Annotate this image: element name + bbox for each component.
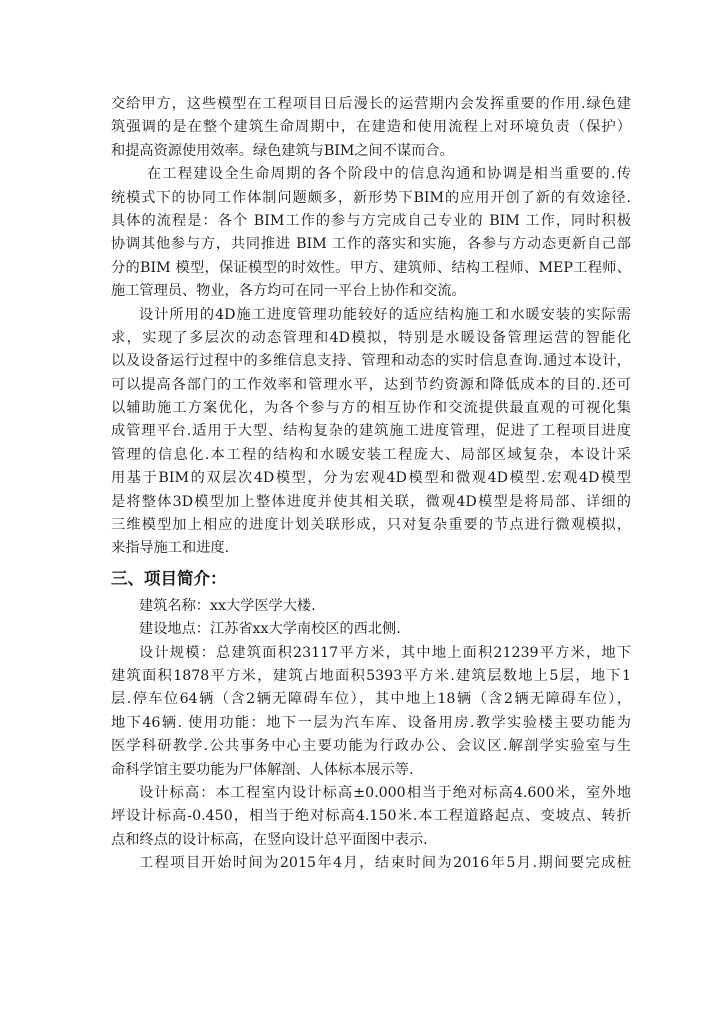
text-line: 交给甲方，这些模型在工程项目日后漫长的运营期内会发挥重要的作用.绿色建 (111, 96, 631, 112)
text-line: 施工管理员、物业，各方均可在同一平台上协作和交流。 (111, 283, 466, 300)
paragraph-schedule (111, 852, 631, 875)
text-line: 成管理平台.适用于大型、结构复杂的建筑施工进度管理，促进了工程项目进度 (111, 423, 631, 440)
text-line: 三维模型加上相应的进度计划关联形成，只对复杂重要的节点进行微观模拟， (111, 517, 631, 534)
text-line: 层.停车位64辆（含2辆无障碍车位），其中地上18辆（含2辆无障碍车位）， (111, 691, 631, 708)
paragraph-building-name (111, 595, 631, 618)
section-heading: 三、项目简介： (111, 568, 227, 588)
text-line: 在工程建设全生命周期的各个阶段中的信息沟通和协调是相当重要的.传 (147, 166, 631, 183)
paragraph-building-location (111, 618, 631, 641)
text-line: 坪设计标高-0.450，相当于绝对标高4.150米.本工程道路起点、变坡点、转折 (111, 808, 631, 825)
paragraph-design-elevation (111, 782, 631, 852)
text-line: 建筑面积1878平方米，建筑占地面积5393平方米.建筑层数地上5层，地下1 (111, 667, 631, 684)
paragraph-4d-management (111, 304, 631, 561)
text-line: 管理的信息化.本工程的结构和水暖安装工程庞大、局部区域复杂，本设计采 (111, 446, 631, 463)
text-line: 具体的流程是：各个 BIM工作的参与方完成自己专业的 BIM 工作，同时积极 (111, 212, 631, 229)
text-line: 是将整体3D模型加上整体进度并使其相关联，微观4D模型是将局部、详细的 (111, 493, 631, 510)
text-line: 和提高资源使用效率。绿色建筑与BIM之间不谋而合。 (111, 142, 454, 159)
text-line: 求，实现了多层次的动态管理和4D模拟，特别是水暖设备管理运营的智能化 (111, 329, 631, 346)
text-line: 用基于BIM的双层次4D模型，分为宏观4D模型和微观4D模型.宏观4D模型 (111, 470, 631, 487)
text-line: 设计标高：本工程室内设计标高±0.000相当于绝对标高4.600米，室外地 (139, 784, 631, 801)
text-line: 设计规模：总建筑面积23117平方米，其中地上面积21239平方米，地下 (139, 644, 631, 661)
text-line: 工程项目开始时间为2015年4月，结束时间为2016年5月.期间要完成桩 (139, 855, 631, 872)
paragraph-bim-collaboration (111, 163, 631, 303)
text-line: 建筑名称：xx大学医学大楼. (139, 597, 316, 614)
text-line: 来指导施工和进度. (111, 540, 230, 557)
text-line: 点和终点的设计标高，在竖向设计总平面图中表示. (111, 831, 428, 848)
text-line: 命科学馆主要功能为尸体解剖、人体标本展示等. (111, 761, 414, 778)
text-line: 分的BIM 模型，保证模型的时效性。甲方、建筑师、结构工程师、MEP工程师、 (111, 259, 631, 276)
text-line: 以及设备运行过程中的多维信息支持、管理和动态的实时信息查询.通过本设计， (111, 353, 631, 370)
text-line: 筑强调的是在整个建筑生命周期中，在建造和使用流程上对环境负责（保护） (111, 119, 631, 136)
text-line: 医学科研教学.公共事务中心主要功能为行政办公、会议区.解剖学实验室与生 (111, 738, 631, 755)
text-line: 建设地点：江苏省xx大学南校区的西北侧. (139, 621, 401, 638)
text-line: 地下46辆. 使用功能：地下一层为汽车库、设备用房.教学实验楼主要功能为 (111, 714, 631, 731)
text-line: 设计所用的4D施工进度管理功能较好的适应结构施工和水暖安装的实际需 (139, 306, 631, 323)
paragraph-green-building (111, 93, 631, 163)
text-line: 以辅助施工方案优化，为各个参与方的相互协作和交流提供最直观的可视化集 (111, 400, 631, 417)
text-line: 统模式下的协同工作体制问题颇多，新形势下BIM的应用开创了新的有效途径. (111, 189, 631, 206)
document-body (111, 93, 631, 876)
text-line: 可以提高各部门的工作效率和管理水平，达到节约资源和降低成本的目的.还可 (111, 376, 631, 393)
paragraph-design-scale (111, 642, 631, 782)
text-line: 协调其他参与方，共同推进 BIM 工作的落实和实施，各参与方动态更新自己部 (111, 236, 631, 253)
